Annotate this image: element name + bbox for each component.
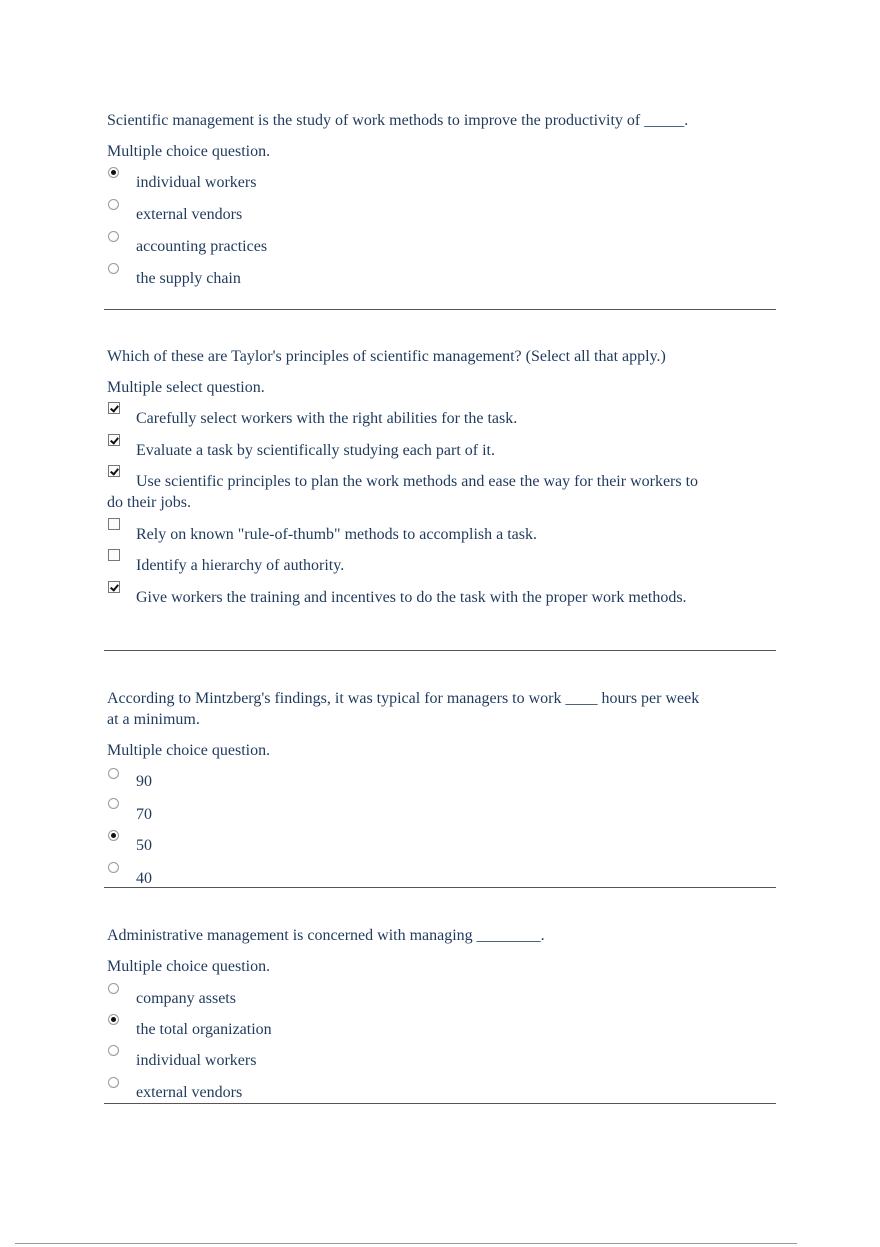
answer-option[interactable] — [107, 398, 696, 429]
radio-icon[interactable] — [108, 768, 119, 779]
option-label: 40 — [136, 870, 152, 887]
answer-option[interactable] — [107, 761, 696, 792]
option-label: accounting practices — [136, 238, 268, 255]
option-label: Identify a hierarchy of authority. — [136, 557, 345, 574]
question-prompt: Scientific management is the study of work methods to improve the productivity of _____. — [107, 112, 689, 129]
checkbox-icon[interactable] — [108, 518, 120, 530]
question-type: Multiple choice question. — [107, 958, 271, 975]
checkbox-checked-icon[interactable] — [108, 402, 120, 414]
radio-icon[interactable] — [108, 862, 119, 873]
radio-icon[interactable] — [108, 199, 119, 210]
question-type: Multiple choice question. — [107, 143, 271, 160]
answer-option[interactable] — [107, 856, 696, 889]
answer-option[interactable] — [107, 461, 707, 513]
option-label: Evaluate a task by scientifically studying each part of it. — [136, 442, 495, 459]
radio-icon[interactable] — [108, 1045, 119, 1056]
question-2 — [104, 346, 776, 651]
question-1 — [104, 110, 776, 310]
option-label: external vendors — [136, 1084, 243, 1101]
question-4 — [104, 925, 776, 1104]
answer-option[interactable] — [107, 429, 696, 461]
option-label: Rely on known "rule-of-thumb" methods to accomplish a task. — [136, 526, 537, 543]
question-3 — [104, 688, 776, 888]
option-label: 70 — [136, 806, 152, 823]
radio-icon[interactable] — [108, 1077, 119, 1088]
question-prompt: Which of these are Taylor's principles of scientific management? (Select all that apply.) — [107, 348, 666, 365]
option-label: Use scientific principles to plan the work methods and ease the way for their workers to do their jobs. — [107, 473, 699, 511]
question-prompt: Administrative management is concerned with managing ________. — [107, 927, 545, 944]
option-label: individual workers — [136, 174, 257, 191]
radio-selected-icon[interactable] — [108, 1014, 119, 1025]
radio-selected-icon[interactable] — [108, 830, 119, 841]
answer-option[interactable] — [107, 545, 696, 576]
option-label: 50 — [136, 837, 152, 854]
answer-option[interactable] — [107, 825, 696, 856]
answer-option[interactable] — [107, 576, 707, 608]
answer-option[interactable] — [107, 1071, 696, 1103]
answer-option[interactable] — [107, 513, 696, 545]
option-label: company assets — [136, 990, 236, 1007]
checkbox-checked-icon[interactable] — [108, 434, 120, 446]
question-prompt: According to Mintzberg's findings, it was typical for managers to work ____ hours per week at a minimum. — [107, 690, 700, 728]
checkbox-checked-icon[interactable] — [108, 465, 120, 477]
option-label: Carefully select workers with the right abilities for the task. — [136, 410, 518, 427]
question-type: Multiple select question. — [107, 379, 265, 396]
answer-option[interactable] — [107, 225, 696, 257]
answer-option[interactable] — [107, 1040, 696, 1071]
option-label: 90 — [136, 773, 152, 790]
answer-option[interactable] — [107, 193, 696, 225]
radio-icon[interactable] — [108, 263, 119, 274]
radio-selected-icon[interactable] — [108, 167, 119, 178]
radio-icon[interactable] — [108, 231, 119, 242]
answer-option[interactable] — [107, 977, 696, 1009]
page-footer-divider — [15, 1243, 797, 1244]
answer-option[interactable] — [107, 162, 696, 193]
radio-icon[interactable] — [108, 983, 119, 994]
checkbox-icon[interactable] — [108, 549, 120, 561]
question-type: Multiple choice question. — [107, 742, 271, 759]
option-label: the supply chain — [136, 270, 241, 287]
checkbox-checked-icon[interactable] — [108, 581, 120, 593]
answer-option[interactable] — [107, 257, 696, 289]
answer-option[interactable] — [107, 1009, 696, 1040]
option-label: Give workers the training and incentives to do the task with the proper work methods. — [136, 589, 687, 606]
option-label: the total organization — [136, 1021, 272, 1038]
answer-option[interactable] — [107, 792, 696, 825]
radio-icon[interactable] — [108, 798, 119, 809]
option-label: individual workers — [136, 1052, 257, 1069]
option-label: external vendors — [136, 206, 243, 223]
